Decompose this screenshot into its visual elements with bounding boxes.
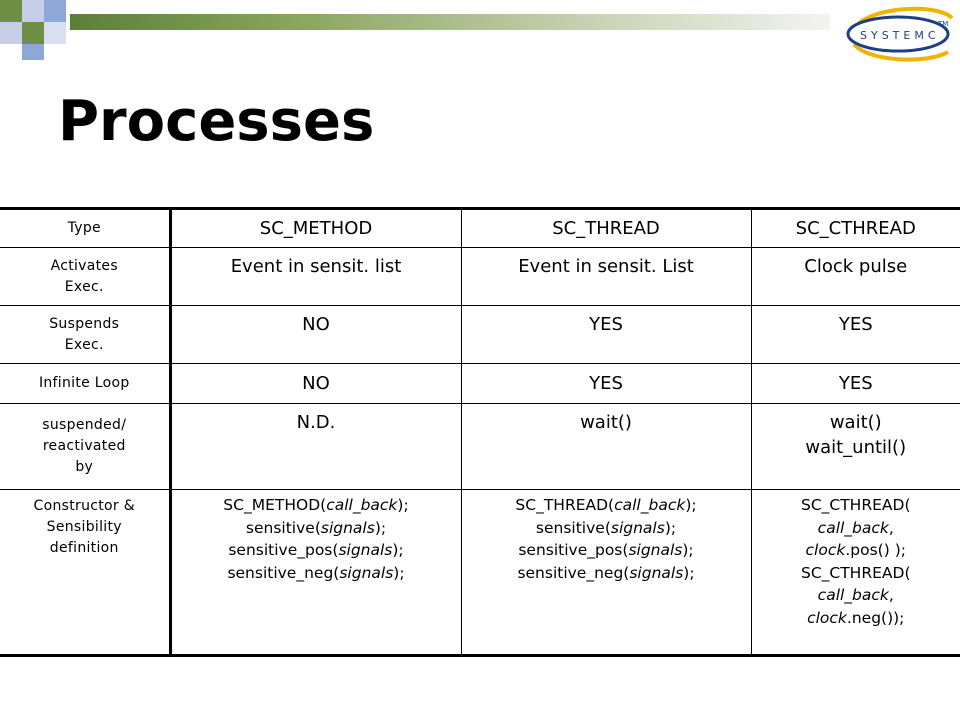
cell-text: Type <box>67 220 101 236</box>
cell-text: Event in sensit. list <box>230 256 402 277</box>
cell-text: N.D. <box>296 412 336 433</box>
table-cell <box>751 404 960 490</box>
cell-text: wait() <box>829 412 882 433</box>
cell-text: Clock pulse <box>804 256 908 277</box>
cell-text: YES <box>838 314 873 335</box>
cell-text: wait() <box>580 412 632 433</box>
row-label-suspended-reactivated <box>0 404 170 490</box>
label-line: Suspends <box>49 315 120 332</box>
label-line: Exec. <box>64 278 104 295</box>
code-line: sensitive(signals); <box>535 518 677 537</box>
decor-square <box>44 0 66 22</box>
cell-text: SC_THREAD <box>552 218 660 239</box>
code-line: SC_THREAD(call_back); <box>515 496 697 514</box>
logo-text: SYSTEMC <box>860 29 940 42</box>
table-row-suspended-reactivated <box>0 404 960 490</box>
table-row-infinite-loop <box>0 364 960 404</box>
table-cell <box>461 364 751 404</box>
table-cell <box>751 364 960 404</box>
column-header-sc-thread <box>461 209 751 248</box>
code-line: sensitive_neg(signals); <box>227 563 405 582</box>
process-comparison-table <box>0 207 960 657</box>
column-header-sc-method <box>170 209 461 248</box>
code-line: call_back, <box>817 518 894 537</box>
decor-gradient-bar <box>70 14 830 30</box>
decor-square <box>0 22 22 44</box>
code-line: sensitive(signals); <box>245 518 387 537</box>
logo-tm: TM <box>938 20 949 28</box>
cell-text: YES <box>589 314 623 335</box>
label-line: by <box>75 459 94 475</box>
label-line: suspended/ <box>42 417 127 433</box>
table-cell <box>461 248 751 306</box>
table-row-constructor <box>0 490 960 656</box>
code-line: sensitive_pos(signals); <box>228 541 404 559</box>
label-line: Constructor & <box>33 498 135 514</box>
table-cell <box>170 248 461 306</box>
table-cell <box>751 248 960 306</box>
code-line: clock.neg()); <box>807 608 905 627</box>
cell-text: SC_METHOD <box>259 218 373 239</box>
row-label-activates <box>0 248 170 306</box>
cell-text: YES <box>838 373 873 394</box>
table-cell <box>751 306 960 364</box>
cell-text: YES <box>589 373 623 394</box>
row-label-infinite-loop <box>0 364 170 404</box>
table-row-header <box>0 209 960 248</box>
label-line: Infinite Loop <box>38 375 130 391</box>
decor-square <box>22 44 44 60</box>
decor-square <box>44 22 66 44</box>
table-cell <box>461 404 751 490</box>
code-line: sensitive_neg(signals); <box>517 563 695 582</box>
cell-text: NO <box>302 373 330 394</box>
cell-text: Event in sensit. List <box>518 256 694 277</box>
cell-text: SC_CTHREAD <box>795 218 916 239</box>
cell-text: NO <box>302 314 330 335</box>
column-header-sc-cthread <box>751 209 960 248</box>
table-row-activates <box>0 248 960 306</box>
label-line: definition <box>49 540 119 556</box>
label-line: Exec. <box>64 336 104 353</box>
code-cell-sc-method <box>170 490 461 656</box>
code-line: call_back, <box>817 586 894 604</box>
code-line: SC_METHOD(call_back); <box>223 496 409 514</box>
cell-text: wait_until() <box>805 437 907 458</box>
row-label-type <box>0 209 170 248</box>
label-line: reactivated <box>42 438 126 454</box>
table-cell <box>170 306 461 364</box>
code-line: sensitive_pos(signals); <box>518 541 694 559</box>
table-cell <box>170 364 461 404</box>
code-cell-sc-thread <box>461 490 751 656</box>
code-line: SC_CTHREAD( <box>800 496 911 514</box>
code-line: clock.pos() ); <box>805 541 906 559</box>
code-line: SC_CTHREAD( <box>800 563 911 582</box>
row-label-suspends <box>0 306 170 364</box>
slide-title: Processes <box>58 89 375 154</box>
decor-square <box>0 0 22 22</box>
label-line: Activates <box>50 257 118 274</box>
slide-banner <box>0 0 960 60</box>
table-cell <box>170 404 461 490</box>
table-row-suspends <box>0 306 960 364</box>
code-cell-sc-cthread <box>751 490 960 656</box>
table-cell <box>461 306 751 364</box>
systemc-logo <box>838 4 956 64</box>
row-label-constructor <box>0 490 170 656</box>
decor-square <box>22 22 44 44</box>
decor-square <box>22 0 44 22</box>
label-line: Sensibility <box>46 519 122 535</box>
